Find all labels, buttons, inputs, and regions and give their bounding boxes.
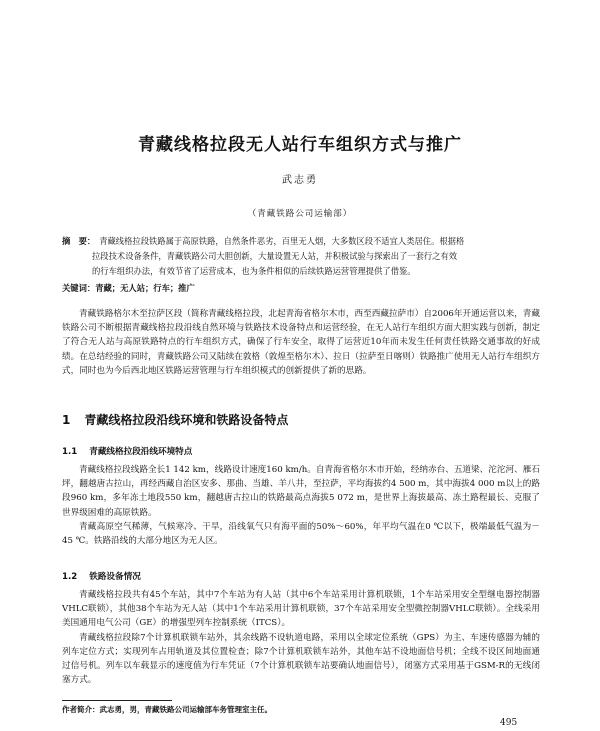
paper-title: 青藏线格拉段无人站行车组织方式与推广 <box>138 135 462 155</box>
section-1-2-paragraph: 青藏线格拉段共有45个车站，其中7个车站为有人站（其中6个车站采用计算机联锁，1个车站采用安全型继电器控制器VHLC联锁），其他38个车站为无人站（其中1个车站采用计算机联锁，37个车站采用安全型微控制器VHLC联锁）。全线采用美国通用电气公司（GE）的增强型列车控制系统（ITCS）。 <box>62 590 540 629</box>
keywords-text: 青藏；无人站；行车；推广 <box>95 283 195 293</box>
section-1-number: 1 <box>62 413 71 427</box>
abstract-line-2: 拉段技术设备条件，青藏铁路公司大胆创新，大量设置无人站，并积极试验与探索出了一套行之有效 <box>92 251 458 261</box>
abstract <box>62 234 540 279</box>
page-number: 495 <box>500 718 518 728</box>
abstract-line-1 <box>62 234 540 249</box>
section-1-2-number: 1.2 <box>62 572 78 582</box>
section-1-2-body <box>62 588 540 687</box>
intro-text: 青藏铁路格尔木至拉萨区段（简称青藏线格拉段，北起青海省格尔木市，西至西藏拉萨市）自2006年开通运营以来，青藏铁路公司不断根据青藏线格拉段沿线自然环境与铁路技术设备特点和运营经验，在无人站行车组织方面大胆实践与创新，制定了符合无人站与高原铁路特点的行车组织方式，确保了行车安全，取得了运营近10年而未发生任何责任铁路交通事故的好成绩。在总结经验的同时，青藏铁路公司又陆续在敦格（敦煌至格尔木）、拉日（拉萨至日喀则）铁路推广使用无人站行车组织方式，同时也为今后西北地区铁路运营管理与行车组织模式的创新提供了新的思路。 <box>62 309 540 376</box>
keywords <box>62 282 540 294</box>
abstract-label: 摘 要： <box>62 236 96 246</box>
author-name: 武志勇 <box>282 175 318 186</box>
abstract-line-3: 的行车组织办法，有效节省了运营成本，也为条件相似的后续铁路运营管理提供了借鉴。 <box>92 266 416 276</box>
section-1-1-number: 1.1 <box>62 447 78 457</box>
section-1-2-title: 铁路设备情况 <box>89 572 141 582</box>
footnote-divider <box>62 700 172 701</box>
section-1-heading <box>62 411 288 428</box>
keywords-label: 关键词： <box>62 283 96 293</box>
intro-paragraph <box>62 307 540 378</box>
section-1-1-paragraph: 青藏线格拉段线路全长1 142 km，线路设计速度160 km/h。自青海省格尔木市开始，经纳赤台、五道梁、沱沱河、雁石坪，翻越唐古拉山，再经西藏自治区安多、那曲、当雄、羊八井，至拉萨，平均海拔约4 500 m，其中海拔4 000 m以上的路段960 km，多年冻土地段550 km，翻越唐古拉山的铁路最高点海拔5 072 m，是世界上海拔最高、冻土路程最长、克服了世界级困难的高原铁路。 <box>62 465 540 518</box>
section-1-2-heading <box>62 570 141 582</box>
section-1-1-paragraph: 青藏高原空气稀薄，气候寒冷、干旱，沿线氧气只有海平面的50%～60%，年平均气温在0 ℃以下，极端最低气温为－45 ℃。铁路沿线的大部分地区为无人区。 <box>62 521 540 547</box>
abstract-text-1: 青藏线格拉段铁路属于高原铁路，自然条件恶劣，百里无人烟，大多数区段不适宜人类居住。根据格 <box>99 236 465 246</box>
section-1-1-title: 青藏线格拉段沿线环境特点 <box>89 447 193 457</box>
section-1-title: 青藏线格拉段沿线环境和铁路设备特点 <box>84 413 289 427</box>
section-1-1-heading <box>62 445 192 457</box>
section-1-2-paragraph: 青藏线格拉段除7个计算机联锁车站外，其余线路不设轨道电路，采用以全球定位系统（GPS）为主、车速传感器为辅的列车定位方式；实现列车占用轨道及其位置检查；除7个计算机联锁车站外，其他车站不设地面信号机；全线不设区间地面通过信号机。列车以车载显示的速度值为行车凭证（7个计算机联锁车站要确认地面信号），闭塞方式采用基于GSM-R的无线闭塞方式。 <box>62 632 540 686</box>
author-affiliation: （青藏铁路公司运输部） <box>247 209 353 219</box>
author-footnote: 作者简介：武志勇，男，青藏铁路公司运输部车务管理室主任。 <box>62 705 272 714</box>
section-1-1-body <box>62 463 540 548</box>
